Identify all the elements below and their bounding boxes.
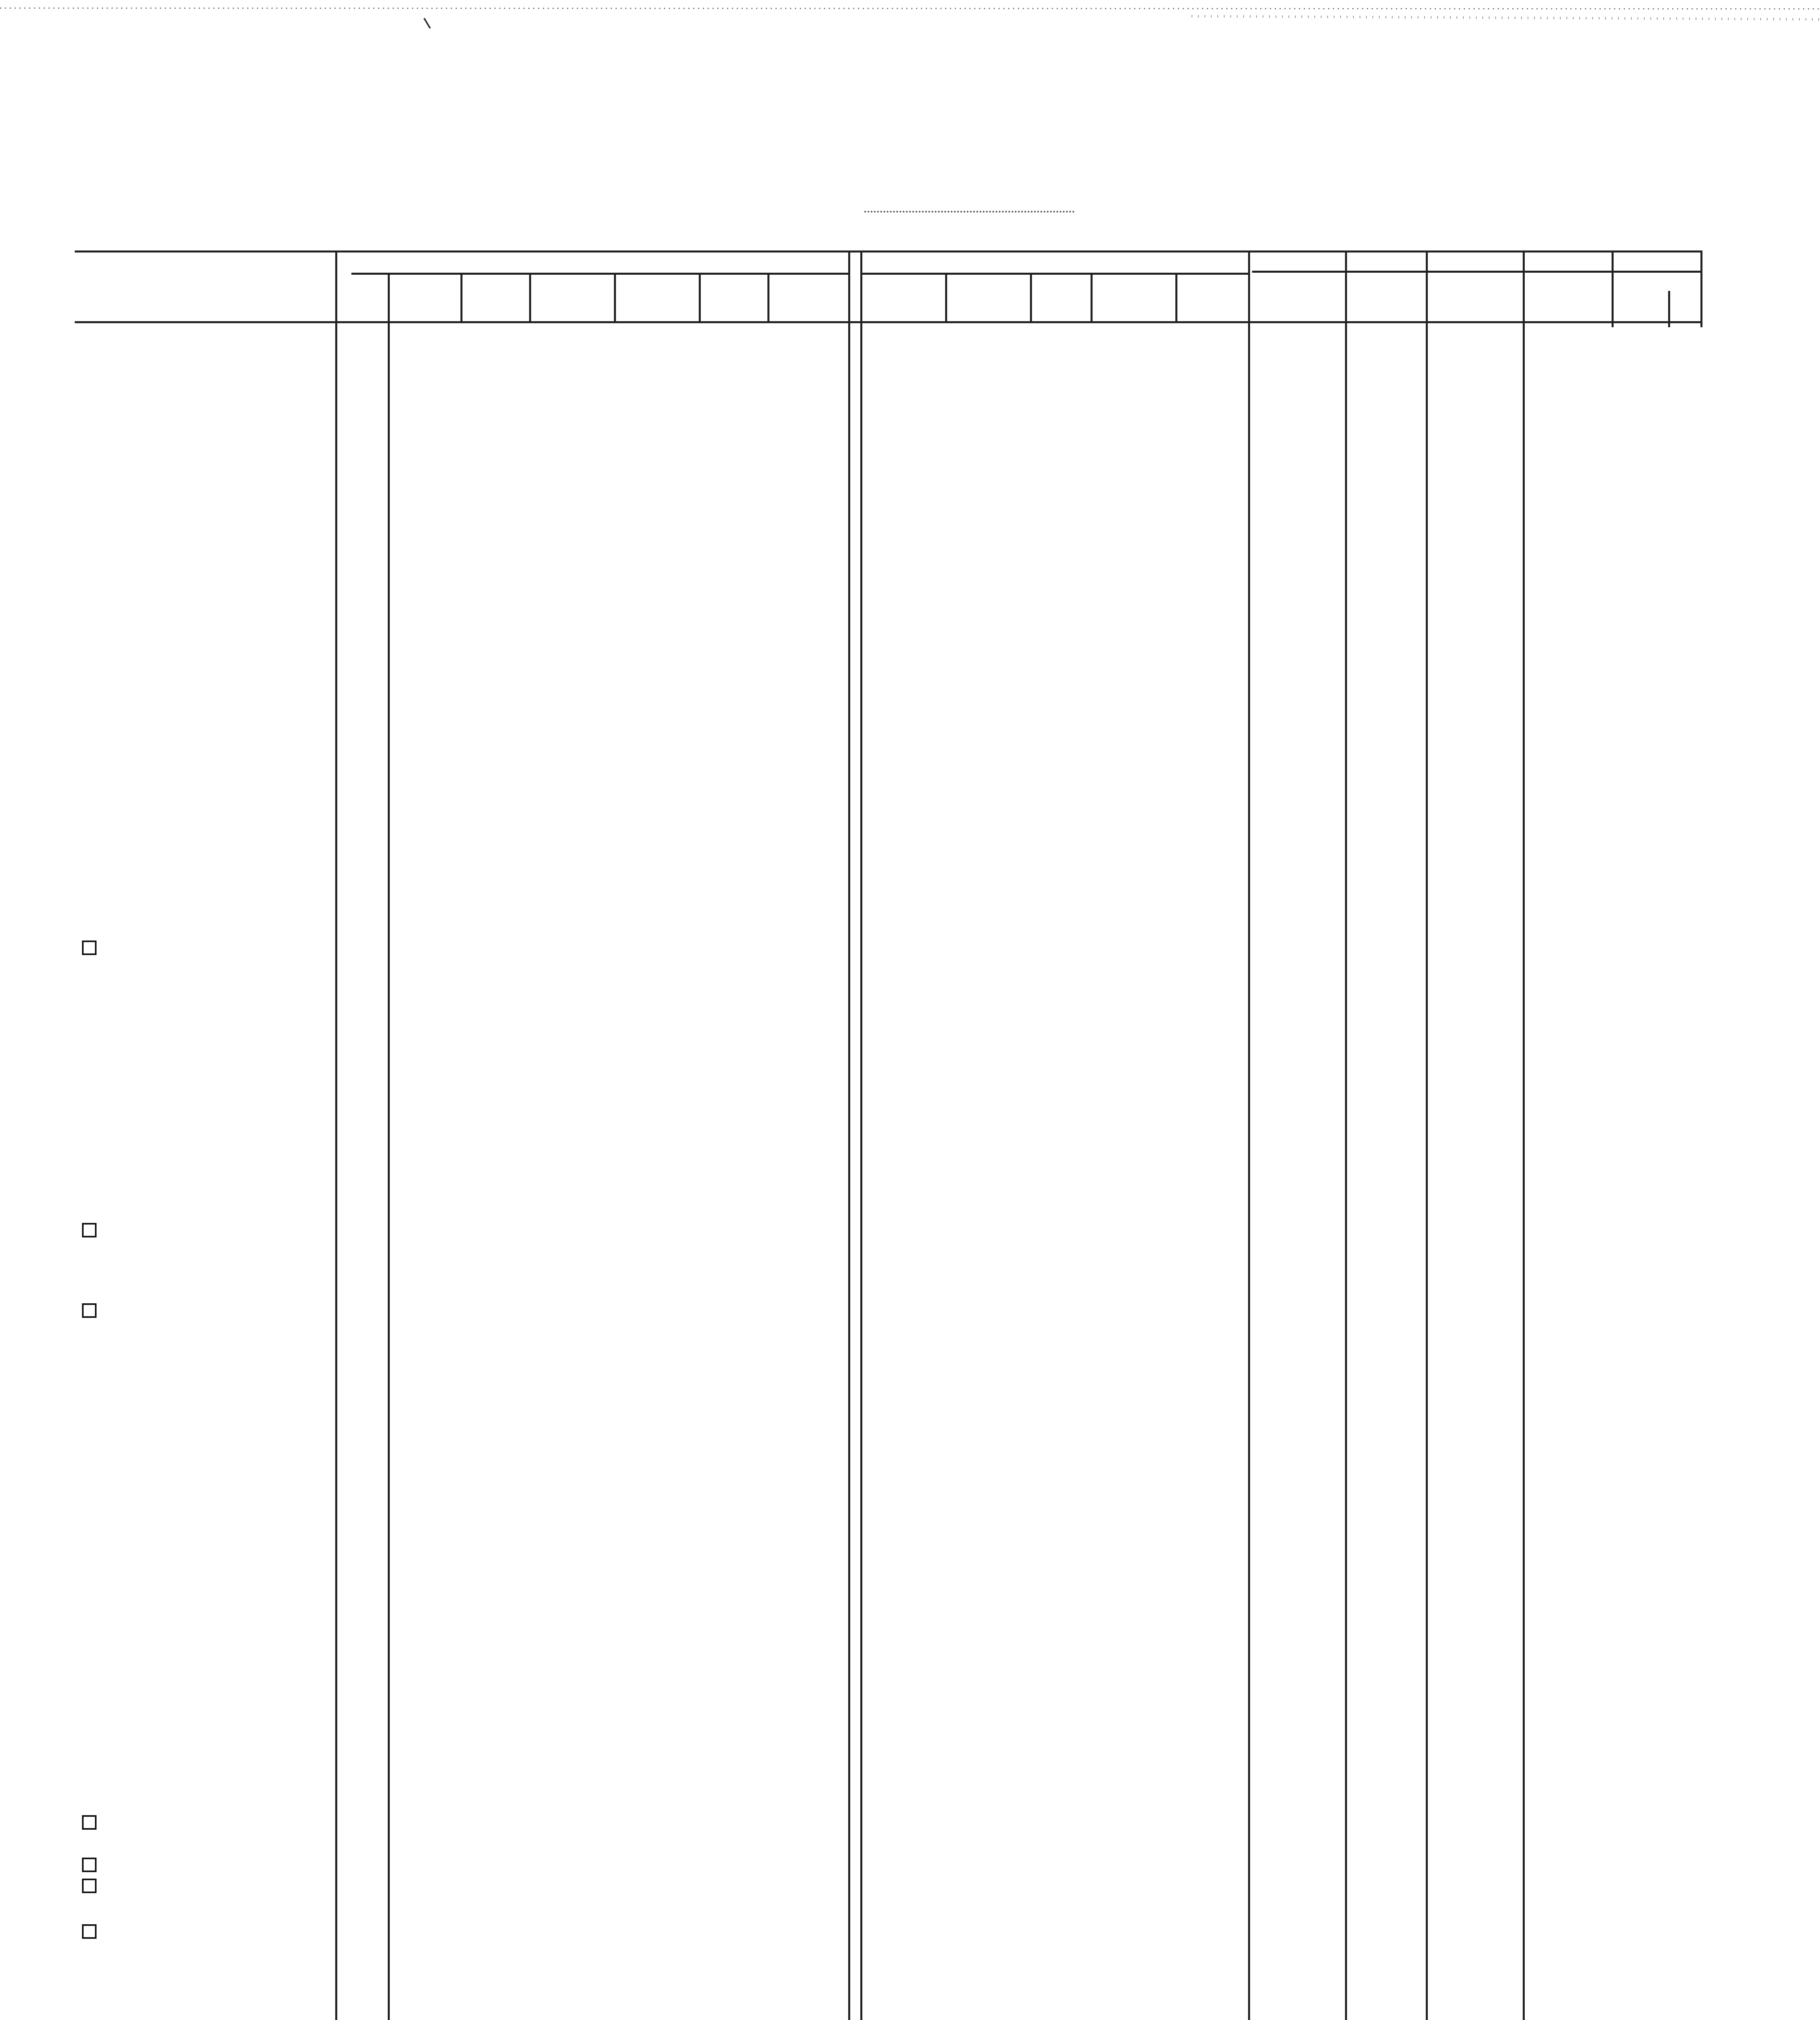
col-line-summen xyxy=(1668,291,1670,327)
col-line-nddff xyxy=(529,273,531,321)
open-square-icon xyxy=(82,941,97,955)
col-line-vwwww xyxy=(614,273,616,321)
col-line-nddff21 xyxy=(945,273,947,321)
extra-group-rule xyxy=(1252,271,1702,273)
col-line-station xyxy=(335,250,337,2020)
open-square-icon xyxy=(82,1924,97,1939)
open-square-icon xyxy=(82,1815,97,1830)
station-name xyxy=(75,1855,97,1873)
station-name xyxy=(75,1220,97,1239)
col-line-1821 xyxy=(1426,250,1428,2020)
date-underline xyxy=(864,211,1074,213)
open-square-icon xyxy=(82,1303,97,1318)
table-top-rule xyxy=(75,250,1702,253)
col-line-0618 xyxy=(1523,250,1525,2020)
station-name xyxy=(75,1301,97,1319)
header-bottom-rule xyxy=(75,321,1702,323)
col-line-pppp xyxy=(699,273,701,321)
col-line-nh xyxy=(767,273,769,321)
open-square-icon xyxy=(82,1858,97,1872)
col-line-right xyxy=(1700,250,1702,327)
col-line-end21 xyxy=(1248,250,1250,2020)
open-square-icon xyxy=(82,1879,97,1893)
group21-rule xyxy=(860,273,1248,275)
col-line-mittel xyxy=(1612,250,1614,327)
col-line-iii xyxy=(460,273,462,321)
col-line-end18 xyxy=(848,250,850,2020)
scan-noise-top xyxy=(0,0,1820,36)
station-name xyxy=(75,1922,97,1940)
station-name xyxy=(75,1813,97,1831)
col-line-pppp21 xyxy=(1091,273,1093,321)
col-line-nh21 xyxy=(1175,273,1177,321)
station-name xyxy=(75,1876,97,1894)
group18-rule xyxy=(351,273,848,275)
col-line-1218 xyxy=(1345,250,1347,2020)
col-line-vwwww21 xyxy=(1030,273,1032,321)
col-line-start21 xyxy=(860,250,862,2020)
col-line-hohe xyxy=(388,273,390,2020)
station-name xyxy=(75,938,97,956)
open-square-icon xyxy=(82,1223,97,1237)
